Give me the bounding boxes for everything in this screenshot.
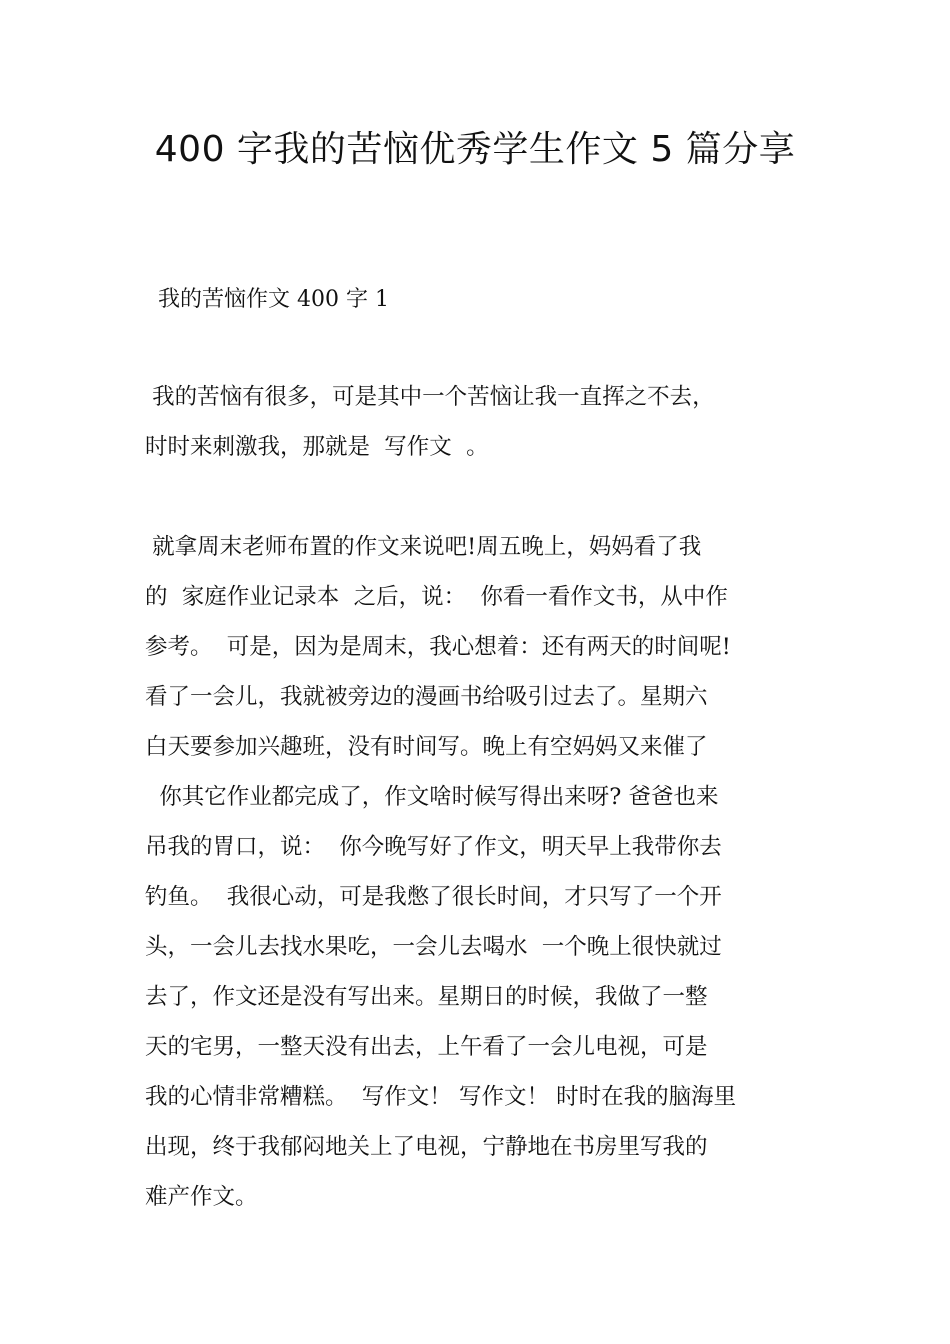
paragraph-line: 钓鱼。 我很心动，可是我憋了很长时间，才只写了一个开 [145, 884, 722, 910]
section-heading: 我的苦恼作文 400 字 1 [158, 287, 389, 312]
paragraph-line: 看了一会儿，我就被旁边的漫画书给吸引过去了。星期六 [145, 684, 708, 710]
paragraph-line: 时时来刺激我，那就是 写作文 。 [145, 434, 489, 460]
paragraph-line: 天的宅男，一整天没有出去，上午看了一会儿电视，可是 [145, 1034, 708, 1060]
paragraph-line: 就拿周末老师布置的作文来说吧!周五晚上，妈妈看了我 [145, 534, 702, 560]
paragraph-1 [145, 372, 835, 472]
paragraph-line: 去了，作文还是没有写出来。星期日的时候，我做了一整 [145, 984, 708, 1010]
paragraph-line: 参考。 可是，因为是周末，我心想着：还有两天的时间呢! [145, 634, 731, 660]
paragraph-2 [145, 522, 835, 1222]
paragraph-line: 难产作文。 [145, 1184, 258, 1210]
paragraph-line: 你其它作业都完成了，作文啥时候写得出来呀? 爸爸也来 [145, 784, 719, 810]
paragraph-line: 我的心情非常糟糕。 写作文！ 写作文！ 时时在我的脑海里 [145, 1084, 737, 1110]
document-title: 400 字我的苦恼优秀学生作文 5 篇分享 [154, 129, 796, 170]
paragraph-line: 的 家庭作业记录本 之后，说： 你看一看作文书，从中作 [145, 584, 728, 610]
paragraph-line: 我的苦恼有很多，可是其中一个苦恼让我一直挥之不去， [145, 384, 715, 410]
paragraph-line: 头，一会儿去找水果吃，一会儿去喝水 一个晚上很快就过 [145, 934, 722, 960]
paragraph-line: 白天要参加兴趣班，没有时间写。晚上有空妈妈又来催了 [145, 734, 708, 760]
paragraph-line: 吊我的胃口，说： 你今晚写好了作文，明天早上我带你去 [145, 834, 722, 860]
paragraph-line: 出现，终于我郁闷地关上了电视，宁静地在书房里写我的 [145, 1134, 708, 1160]
